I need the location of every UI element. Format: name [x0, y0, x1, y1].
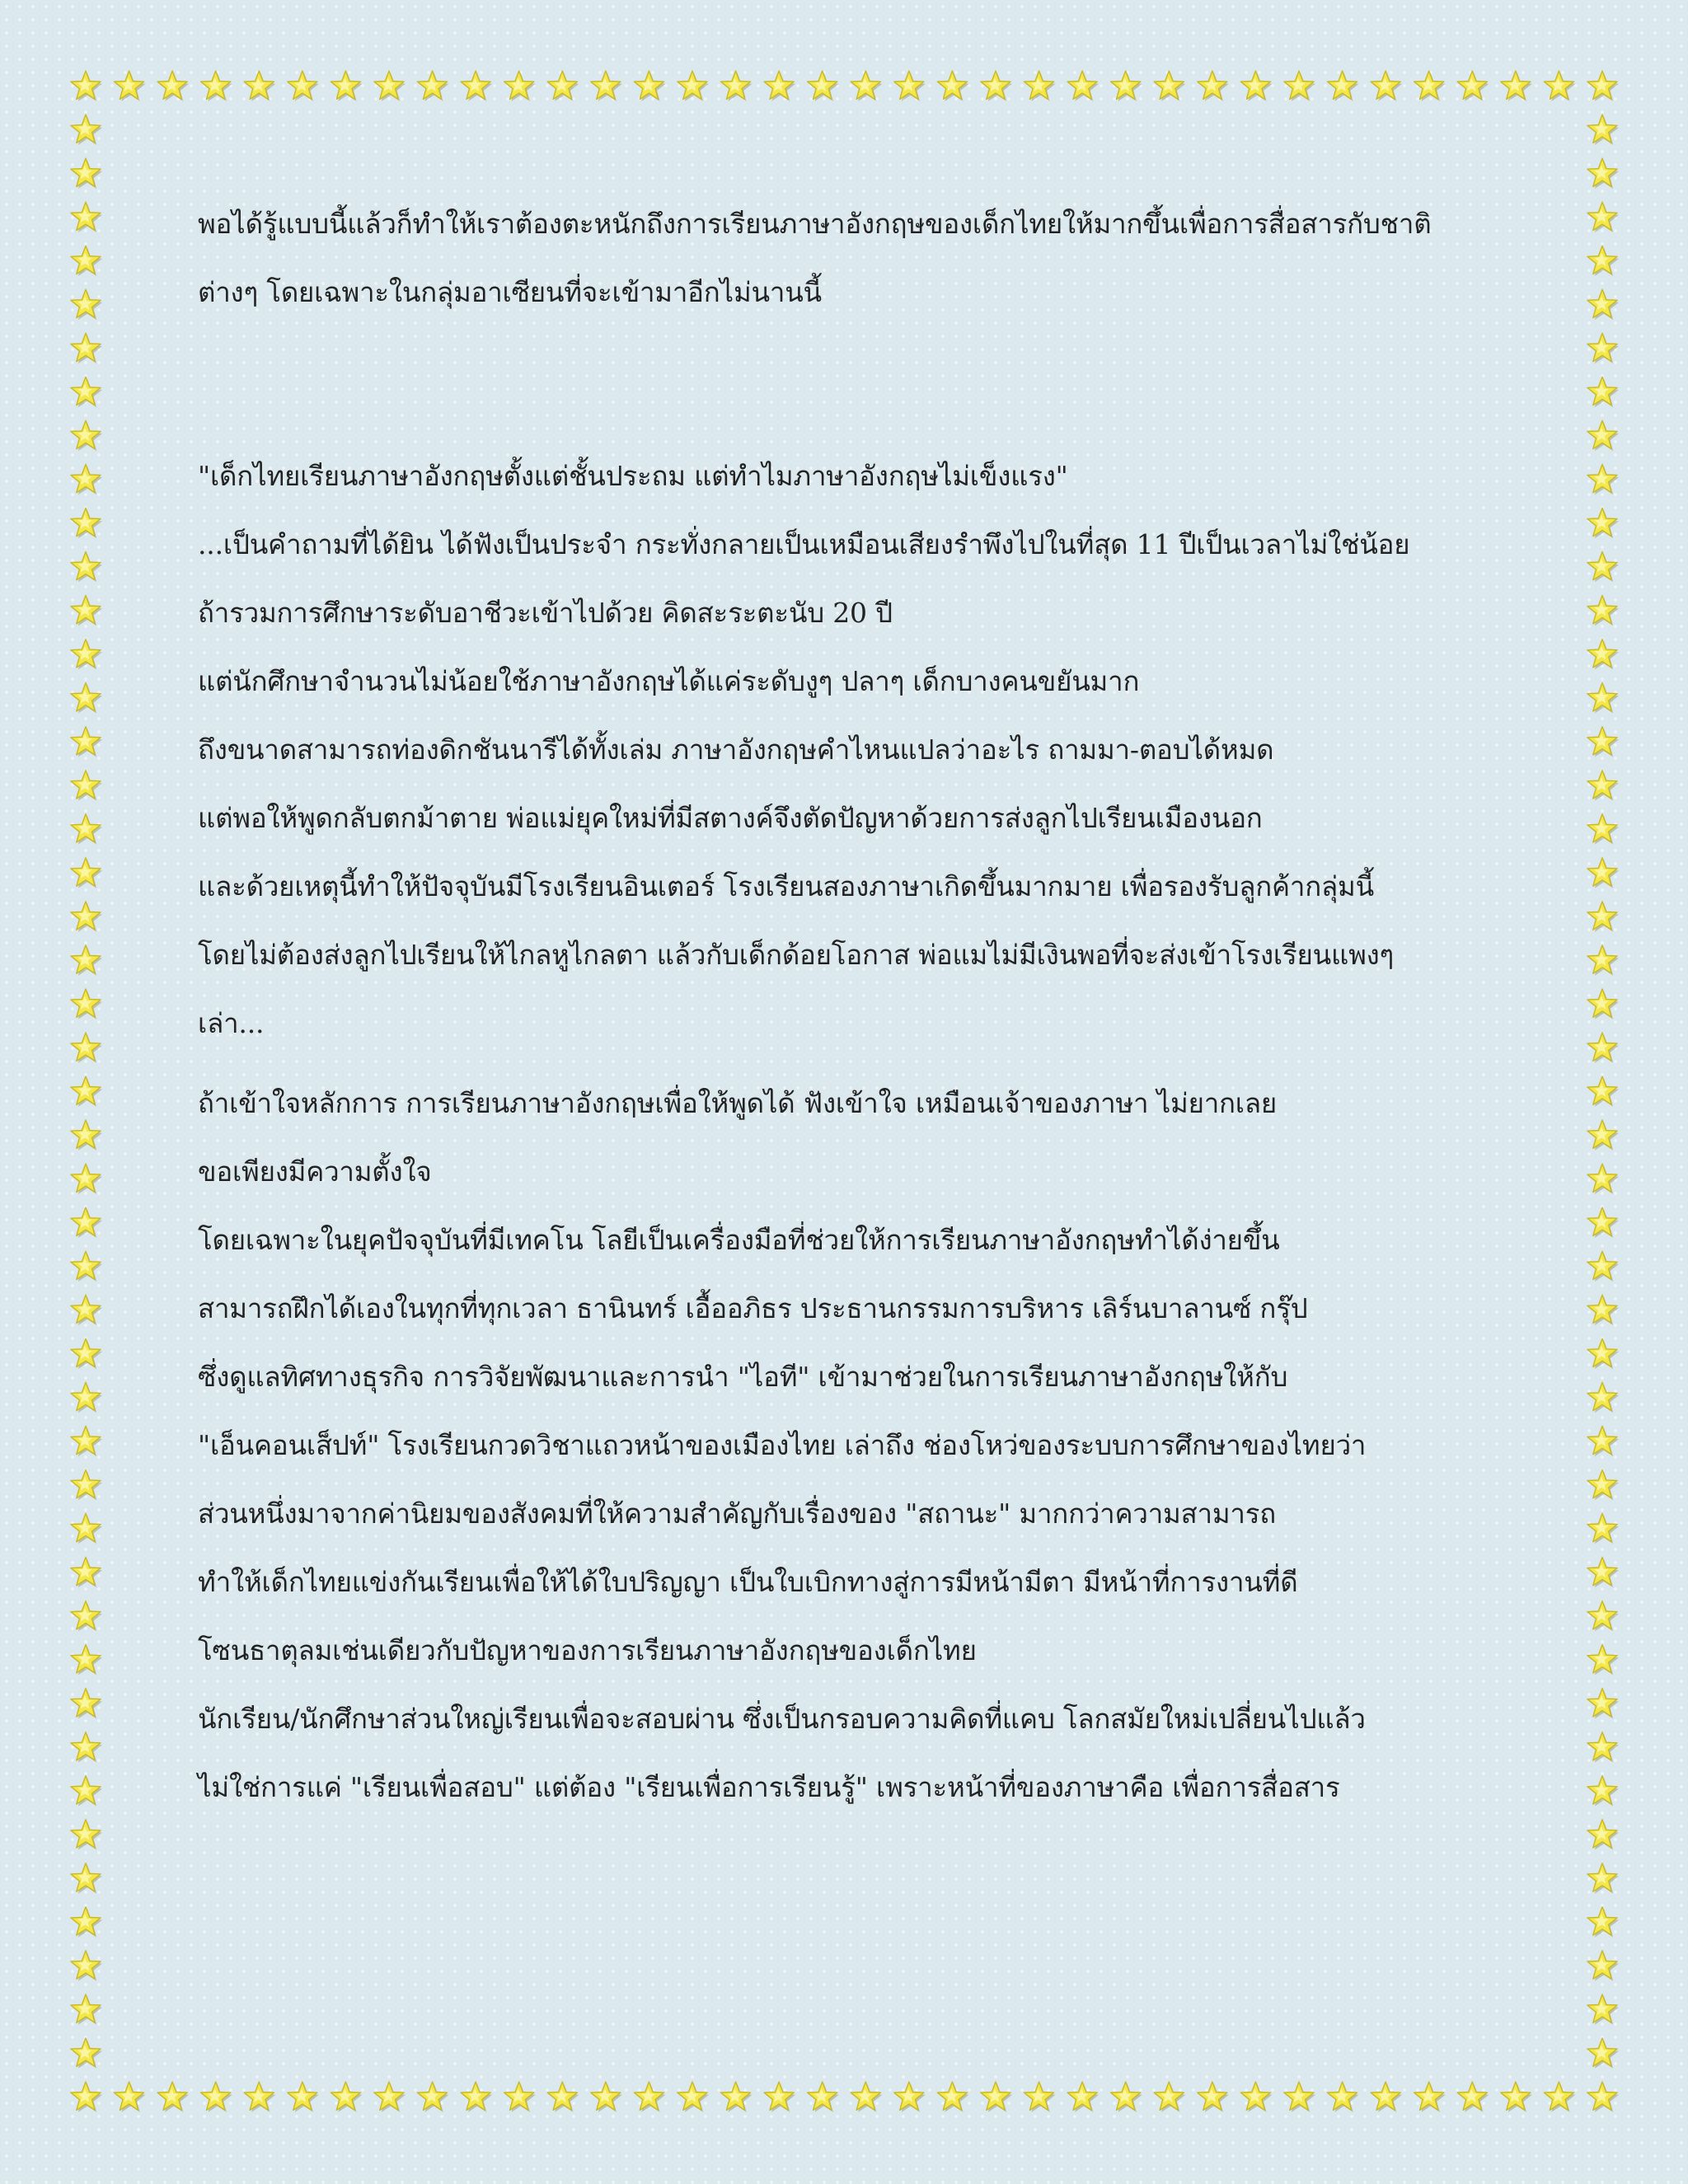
text-line: ทำให้เด็กไทยแข่งกันเรียนเพื่อให้ได้ใบปริญญา เป็นใบเบิกทางสู่การมีหน้ามีตา มีหน้าที่การงานที่ดี: [198, 1566, 1298, 1598]
star-icon: [115, 71, 146, 101]
star-icon: [71, 1776, 102, 1807]
star-icon: [1587, 1820, 1619, 1850]
text-line: ...เป็นคำถามที่ได้ยิน ได้ฟังเป็นประจำ กระทั่งกลายเป็นเหมือนเสียงรำพึงไปในที่สุด 11 ปีเป็นเวลาไม่ใช่น้อย: [198, 528, 1410, 560]
star-icon: [1587, 1120, 1619, 1151]
text-line: ซึ่งดูแลทิศทางธุรกิจ การวิจัยพัฒนาและการนำ "ไอที" เข้ามาช่วยในการเรียนภาษาอังกฤษให้กับ: [198, 1361, 1288, 1393]
text-line: "เด็กไทยเรียนภาษาอังกฤษตั้งแต่ชั้นประถม แต่ทำไมภาษาอังกฤษไม่เข็งแรง": [198, 460, 1068, 492]
star-icon: [418, 2082, 449, 2112]
star-icon: [1501, 2082, 1532, 2112]
text-line: สามารถฝึกได้เองในทุกที่ทุกเวลา ธานินทร์ เอื้ออภิธร ประธานกรรมการบริหาร เลิร์นบาลานซ์ กรุ๊ป: [198, 1292, 1308, 1324]
star-icon: [1111, 71, 1142, 101]
star-icon: [1414, 71, 1446, 101]
star-icon: [1328, 71, 1359, 101]
star-icon: [1587, 1994, 1619, 2025]
star-icon: [894, 2082, 926, 2112]
star-icon: [71, 1645, 102, 1675]
star-icon: [1587, 1732, 1619, 1763]
text-line: ไม่ใช่การแค่ "เรียนเพื่อสอบ" แต่ต้อง "เรียนเพื่อการเรียนรู้" เพราะหน้าที่ของภาษาคือ เพื่อการสื่อสาร: [198, 1771, 1340, 1803]
star-icon: [331, 71, 362, 101]
star-icon: [1587, 902, 1619, 932]
star-icon: [1587, 552, 1619, 583]
star-icon: [591, 2082, 622, 2112]
star-icon: [71, 989, 102, 1019]
star-icon: [764, 2082, 795, 2112]
star-icon: [418, 71, 449, 101]
star-icon: [1587, 464, 1619, 494]
star-icon: [374, 2082, 406, 2112]
text-line: ถึงขนาดสามารถท่องดิกชันนารีได้ทั้งเล่ม ภาษาอังกฤษคำไหนแปลว่าอะไร ถามมา-ตอบได้หมด: [198, 733, 1274, 766]
star-icon: [981, 71, 1012, 101]
star-icon: [937, 71, 968, 101]
star-icon: [851, 2082, 882, 2112]
star-icon: [504, 71, 536, 101]
star-icon: [71, 1382, 102, 1413]
star-icon: [1284, 2082, 1315, 2112]
paragraph-question: [198, 442, 1484, 1057]
star-icon: [1154, 71, 1185, 101]
paragraph-asean: [198, 190, 1484, 326]
star-icon: [678, 71, 709, 101]
star-icon: [71, 1689, 102, 1719]
star-icon: [1501, 71, 1532, 101]
star-icon: [201, 71, 232, 101]
star-icon: [1587, 1469, 1619, 1500]
text-line: ถ้ารวมการศึกษาระดับอาชีวะเข้าไปด้วย คิดสะระตะนับ 20 ปี: [198, 597, 893, 629]
star-icon: [721, 2082, 753, 2112]
star-icon: [1111, 2082, 1142, 2112]
star-icon: [71, 683, 102, 714]
text-line: เล่า...: [198, 1007, 265, 1039]
star-icon: [1587, 71, 1619, 101]
star-icon: [1587, 1207, 1619, 1238]
star-icon: [71, 1076, 102, 1107]
star-icon: [71, 289, 102, 320]
star-icon: [71, 1338, 102, 1369]
star-icon: [71, 858, 102, 888]
text-line: แต่พอให้พูดกลับตกม้าตาย พ่อแม่ยุคใหม่ที่มีสตางค์จึงตัดปัญหาด้วยการส่งลูกไปเรียนเมืองนอก: [198, 802, 1263, 834]
star-icon: [71, 1426, 102, 1456]
star-icon: [71, 71, 102, 101]
star-icon: [115, 2082, 146, 2112]
star-icon: [1025, 2082, 1056, 2112]
star-icon: [1587, 508, 1619, 538]
star-icon: [1587, 1338, 1619, 1369]
star-icon: [1587, 1863, 1619, 1894]
star-icon: [1587, 1776, 1619, 1807]
text-line: "เอ็นคอนเส็ปท์" โรงเรียนกวดวิชาแถวหน้าของเมืองไทย เล่าถึง ช่องโหว่ของระบบการศึกษาของไทยว่า: [198, 1429, 1367, 1461]
star-icon: [1284, 71, 1315, 101]
star-icon: [71, 1251, 102, 1282]
text-line: และด้วยเหตุนี้ทำให้ปัจจุบันมีโรงเรียนอินเตอร์ โรงเรียนสองภาษาเกิดขึ้นมากมาย เพื่อรองรับลูกค้ากลุ่มนี้: [198, 870, 1374, 902]
star-icon: [547, 2082, 579, 2112]
star-icon: [1067, 71, 1099, 101]
star-icon: [244, 2082, 275, 2112]
star-icon: [678, 2082, 709, 2112]
paragraph-spacer: [198, 1057, 1484, 1069]
star-icon: [1587, 246, 1619, 276]
text-line: ส่วนหนึ่งมาจากค่านิยมของสังคมที่ให้ความสำคัญกับเรื่องของ "สถานะ" มากกว่าความสามารถ: [198, 1497, 1277, 1530]
star-icon: [71, 464, 102, 494]
star-icon: [1544, 2082, 1575, 2112]
star-icon: [1587, 814, 1619, 845]
text-line: แต่นักศึกษาจำนวนไม่น้อยใช้ภาษาอังกฤษได้แค่ระดับงูๆ ปลาๆ เด็กบางคนขยันมาก: [198, 665, 1140, 697]
star-icon: [1587, 989, 1619, 1019]
star-icon: [1587, 1033, 1619, 1063]
star-icon: [71, 596, 102, 626]
star-icon: [1457, 2082, 1489, 2112]
star-icon: [1587, 945, 1619, 976]
star-icon: [1457, 71, 1489, 101]
star-icon: [1587, 289, 1619, 320]
star-icon: [1371, 71, 1402, 101]
star-icon: [1328, 2082, 1359, 2112]
star-icon: [1198, 71, 1229, 101]
star-icon: [1240, 71, 1272, 101]
star-icon: [71, 1164, 102, 1194]
star-icon: [1587, 1251, 1619, 1282]
star-icon: [1587, 2082, 1619, 2112]
star-icon: [591, 71, 622, 101]
star-icon: [1587, 1382, 1619, 1413]
star-icon: [71, 1513, 102, 1544]
star-icon: [1587, 1951, 1619, 1981]
star-icon: [1025, 71, 1056, 101]
star-icon: [1587, 1558, 1619, 1588]
star-icon: [201, 2082, 232, 2112]
star-icon: [71, 1820, 102, 1850]
star-icon: [71, 1994, 102, 2025]
star-icon: [764, 71, 795, 101]
star-icon: [1587, 1164, 1619, 1194]
star-icon: [721, 71, 753, 101]
star-icon: [71, 2038, 102, 2069]
star-icon: [1587, 771, 1619, 801]
star-icon: [1587, 202, 1619, 232]
star-icon: [71, 814, 102, 845]
star-icon: [1587, 115, 1619, 145]
star-icon: [1240, 2082, 1272, 2112]
star-icon: [71, 1863, 102, 1894]
star-icon: [981, 2082, 1012, 2112]
text-line: โดยไม่ต้องส่งลูกไปเรียนให้ไกลหูไกลตา แล้วกับเด็กด้อยโอกาส พ่อแมไม่มีเงินพอที่จะส่งเข้าโรงเรียนแพงๆ: [198, 939, 1395, 971]
star-icon: [808, 2082, 839, 2112]
star-icon: [71, 552, 102, 583]
star-icon: [1544, 71, 1575, 101]
star-icon: [71, 1469, 102, 1500]
star-icon: [71, 202, 102, 232]
star-icon: [1587, 1907, 1619, 1938]
text-line: ขอเพียงมีความตั้งใจ: [198, 1155, 432, 1188]
star-icon: [1067, 2082, 1099, 2112]
star-icon: [1587, 1689, 1619, 1719]
star-icon: [1198, 2082, 1229, 2112]
star-icon: [461, 71, 492, 101]
star-icon: [71, 945, 102, 976]
star-icon: [634, 2082, 665, 2112]
text-line: โดยเฉพาะในยุคปัจจุบันที่มีเทคโน โลยีเป็นเครื่องมือที่ช่วยให้การเรียนภาษาอังกฤษทำได้ง่ายขึ้น: [198, 1224, 1280, 1256]
star-icon: [1587, 377, 1619, 407]
text-line: โซนธาตุลมเช่นเดียวกับปัญหาของการเรียนภาษาอังกฤษของเด็กไทย: [198, 1634, 977, 1666]
star-icon: [71, 333, 102, 363]
star-icon: [1154, 2082, 1185, 2112]
star-icon: [808, 71, 839, 101]
star-icon: [1587, 640, 1619, 670]
star-icon: [71, 1207, 102, 1238]
paragraph-spacer: [198, 326, 1484, 442]
star-icon: [547, 71, 579, 101]
star-icon: [1587, 1426, 1619, 1456]
star-icon: [1587, 596, 1619, 626]
star-icon: [71, 2082, 102, 2112]
text-line: พอได้รู้แบบนี้แล้วก็ทำให้เราต้องตะหนักถึงการเรียนภาษาอังกฤษของเด็กไทยให้มากขึ้นเพื่อการสื่อสารกับชาติ: [198, 208, 1432, 240]
star-icon: [374, 71, 406, 101]
star-icon: [1587, 858, 1619, 888]
star-icon: [71, 158, 102, 189]
star-icon: [71, 771, 102, 801]
star-icon: [71, 640, 102, 670]
text-line: นักเรียน/นักศึกษาส่วนใหญ่เรียนเพื่อจะสอบผ่าน ซึ่งเป็นกรอบความคิดที่แคบ โลกสมัยใหม่เปลี่ยนไปแล้ว: [198, 1703, 1366, 1735]
star-icon: [71, 420, 102, 451]
star-icon: [71, 508, 102, 538]
star-icon: [1587, 1076, 1619, 1107]
star-icon: [288, 71, 319, 101]
star-icon: [71, 1295, 102, 1325]
star-icon: [851, 71, 882, 101]
document-body: [198, 190, 1484, 1821]
star-icon: [461, 2082, 492, 2112]
star-icon: [894, 71, 926, 101]
star-icon: [157, 2082, 189, 2112]
text-line: ต่างๆ โดยเฉพาะในกลุ่มอาเซียนที่จะเข้ามาอีกไม่นานนี้: [198, 276, 822, 308]
star-icon: [71, 1907, 102, 1938]
star-icon: [157, 71, 189, 101]
star-icon: [1587, 683, 1619, 714]
paragraph-technology: [198, 1069, 1484, 1821]
star-icon: [1587, 1295, 1619, 1325]
star-icon: [71, 377, 102, 407]
star-icon: [288, 2082, 319, 2112]
star-icon: [1587, 727, 1619, 757]
star-icon: [1587, 158, 1619, 189]
star-icon: [71, 1951, 102, 1981]
star-icon: [1587, 2038, 1619, 2069]
star-icon: [1587, 1645, 1619, 1675]
star-icon: [1587, 333, 1619, 363]
star-icon: [71, 1732, 102, 1763]
star-icon: [71, 246, 102, 276]
text-line: ถ้าเข้าใจหลักการ การเรียนภาษาอังกฤษเพื่อให้พูดได้ ฟังเข้าใจ เหมือนเจ้าของภาษา ไม่ยากเลย: [198, 1087, 1278, 1119]
star-icon: [1414, 2082, 1446, 2112]
star-icon: [504, 2082, 536, 2112]
star-icon: [71, 1558, 102, 1588]
star-icon: [244, 71, 275, 101]
star-icon: [71, 115, 102, 145]
star-icon: [1371, 2082, 1402, 2112]
star-icon: [71, 1601, 102, 1632]
star-icon: [937, 2082, 968, 2112]
star-icon: [71, 1033, 102, 1063]
star-icon: [1587, 420, 1619, 451]
star-icon: [1587, 1601, 1619, 1632]
star-icon: [71, 902, 102, 932]
star-icon: [1587, 1513, 1619, 1544]
star-icon: [71, 727, 102, 757]
star-icon: [331, 2082, 362, 2112]
star-icon: [71, 1120, 102, 1151]
star-icon: [634, 71, 665, 101]
